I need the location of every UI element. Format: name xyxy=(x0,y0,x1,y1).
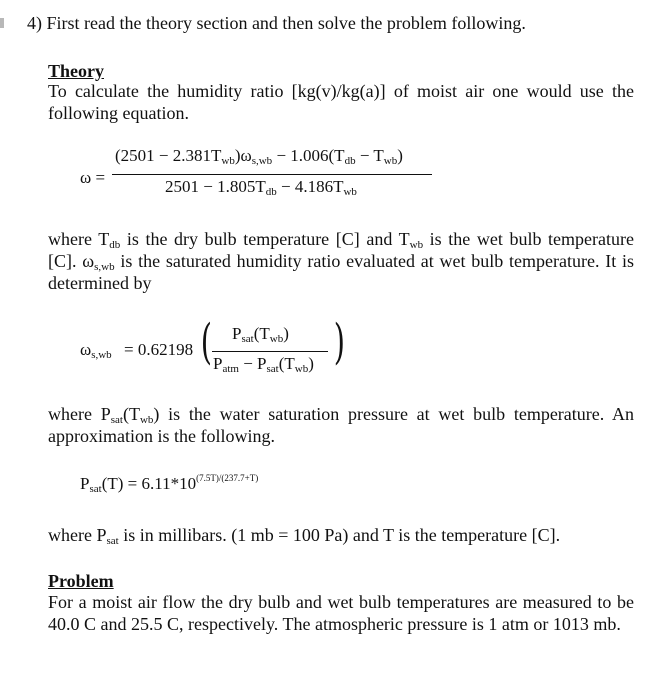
eq2-den-arg: (T xyxy=(278,354,295,373)
question-text: First read the theory section and then solve the problem following. xyxy=(46,13,526,33)
saturation-pressure-description xyxy=(48,403,634,447)
para3-text-a: where P xyxy=(48,404,111,424)
para2-sub-swb: s,wb xyxy=(94,261,115,273)
eq2-numerator xyxy=(232,324,289,344)
eq2-left-paren: ( xyxy=(200,314,212,370)
para2-text-c: is the wet bulb temperature [C]. ω xyxy=(48,229,634,271)
eq1-num-part-c: − 1.006(T xyxy=(272,146,345,165)
eq2-den-arg-sub: wb xyxy=(294,363,309,375)
eq1-num-sub-wb: wb xyxy=(221,155,235,167)
eq1-num-sub-swb: s,wb xyxy=(251,155,273,167)
eq2-denominator xyxy=(213,354,314,374)
question-number: 4) xyxy=(27,13,42,33)
eq3-arg: (T) = 6.11*10 xyxy=(101,474,197,493)
eq2-den-minus: − P xyxy=(238,354,267,373)
eq3-p-sub: sat xyxy=(89,483,102,495)
eq1-num-part-e: ) xyxy=(397,146,403,165)
eq1-den-part-b: − 4.186T xyxy=(276,177,344,196)
theory-intro: To calculate the humidity ratio [kg(v)/kg(a)] of moist air one would use the following equation. xyxy=(48,81,634,123)
para2-text-a: where T xyxy=(48,229,110,249)
eq2-num-close: ) xyxy=(283,324,289,343)
question-line xyxy=(27,12,526,34)
units-note xyxy=(48,524,634,546)
eq2-coefficient: = 0.62198 xyxy=(124,340,194,359)
saturation-pressure-equation xyxy=(80,474,258,494)
eq3-p: P xyxy=(80,474,90,493)
eq2-lhs xyxy=(80,340,112,360)
theory-heading: Theory xyxy=(48,61,104,81)
eq2-den-sub-sat: sat xyxy=(266,363,279,375)
eq2-den-sub-atm: atm xyxy=(222,363,239,375)
eq2-fraction-bar xyxy=(212,351,328,352)
para2-text-d: is the saturated humidity ratio evaluated at wet bulb temperature. It is determined by xyxy=(48,251,635,293)
eq2-num-arg: (T xyxy=(253,324,270,343)
eq1-den-sub-wb: wb xyxy=(343,186,357,198)
para4-sub-sat: sat xyxy=(106,535,119,547)
eq1-fraction-bar xyxy=(112,174,432,175)
para3-text-c: ) is the water saturation pressure at wet bulb temperature. An approximation is the following. xyxy=(48,404,635,446)
para3-sub-sat: sat xyxy=(110,414,123,426)
eq2-omega-sub: s,wb xyxy=(91,349,112,361)
eq3-exponent: (7.5T)/(237.7+T) xyxy=(196,473,259,483)
para2-text-b: is the dry bulb temperature [C] and T xyxy=(120,229,410,249)
eq1-num-part-b: )ω xyxy=(234,146,252,165)
eq1-lhs: ω = xyxy=(80,168,106,187)
eq2-den-close: ) xyxy=(308,354,314,373)
eq2-omega: ω xyxy=(80,340,92,359)
eq1-num-sub-wb2: wb xyxy=(383,155,398,167)
eq1-num-sub-db: db xyxy=(344,155,356,167)
eq2-num-p: P xyxy=(232,324,242,343)
eq1-den-sub-db: db xyxy=(265,186,277,198)
eq1-num-part-d: − T xyxy=(355,146,384,165)
variable-definitions xyxy=(48,228,634,294)
para3-text-b: (T xyxy=(122,404,140,424)
problem-statement: For a moist air flow the dry bulb and wet bulb temperatures are measured to be 40.0 C and 25.5 C, respectively. The atmospheric pressure is 1 atm or 1013 mb. xyxy=(48,592,634,634)
left-margin-marker xyxy=(0,18,4,28)
eq2-num-sub-sat: sat xyxy=(241,333,254,345)
para2-sub-wb: wb xyxy=(409,239,424,251)
eq1-numerator xyxy=(115,146,403,166)
eq1-denominator xyxy=(165,177,357,197)
eq2-num-arg-sub: wb xyxy=(269,333,284,345)
para4-text-b: is in millibars. (1 mb = 100 Pa) and T is the temperature [C]. xyxy=(118,525,561,545)
eq2-den-p: P xyxy=(213,354,223,373)
eq2-right-paren: ) xyxy=(333,314,345,370)
para4-text-a: where P xyxy=(48,525,107,545)
para2-sub-db: db xyxy=(109,239,121,251)
para3-sub-wb: wb xyxy=(139,414,154,426)
eq1-den-part-a: 2501 − 1.805T xyxy=(165,177,266,196)
eq1-num-part-a: (2501 − 2.381T xyxy=(115,146,222,165)
problem-heading: Problem xyxy=(48,571,114,591)
